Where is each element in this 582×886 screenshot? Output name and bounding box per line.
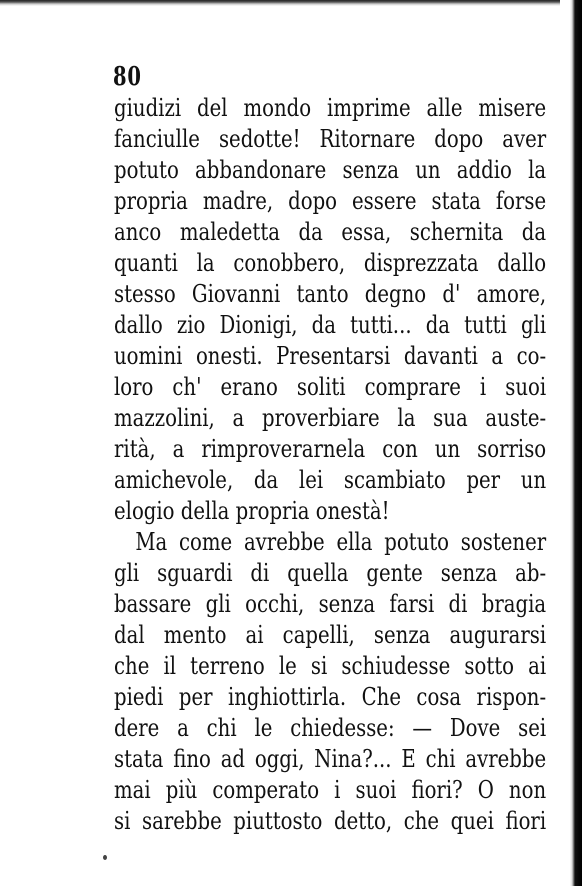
text-line: giudizi del mondo imprime alle misere (114, 94, 547, 122)
text-line: dal mento ai capelli, senza augurarsi (114, 621, 547, 649)
text-line: propria madre, dopo essere stata forse (114, 187, 547, 215)
text-line: dallo zio Dionigi, da tutti... da tutti gli (114, 311, 547, 339)
text-line: rità, a rimproverarnela con un sorriso (114, 435, 547, 463)
text-line: uomini onesti. Presentarsi davanti a co- (114, 342, 547, 370)
text-line: bassare gli occhi, senza farsi di bragia (114, 590, 547, 618)
text-line: mazzolini, a proverbiare la sua auste- (114, 404, 547, 432)
text-line: stata fino ad oggi, Nina?... E chi avrebbe (114, 745, 547, 773)
text-line: piedi per inghiottirla. Che cosa rispon- (114, 683, 547, 711)
top-edge-shadow (0, 0, 560, 6)
ink-speck (103, 855, 107, 860)
text-line: che il terreno le si schiudesse sotto ai (114, 652, 547, 680)
body-text (114, 93, 546, 837)
text-line: fanciulle sedotte! Ritornare dopo aver (114, 125, 547, 153)
text-line: amichevole, da lei scambiato per un (114, 466, 547, 494)
page-binding-edge (570, 0, 582, 886)
text-line: loro ch' erano soliti comprare i suoi (114, 373, 547, 401)
text-line: dere a chi le chiedesse: — Dove sei (114, 714, 547, 742)
text-line: stesso Giovanni tanto degno d' amore, (114, 280, 547, 308)
paragraph-start-line: Ma come avrebbe ella potuto sostener (135, 528, 547, 556)
text-line: quanti la conobbero, disprezzata dallo (114, 249, 547, 277)
text-line: anco maledetta da essa, schernita da (114, 218, 547, 246)
text-line: si sarebbe piuttosto detto, che quei fiori (114, 807, 547, 835)
text-line: potuto abbandonare senza un addio la (114, 156, 547, 184)
paragraph-end-line: elogio della propria onestà! (114, 497, 390, 525)
text-line: mai più comperato i suoi fiori? O non (114, 776, 547, 804)
text-line: gli sguardi di quella gente senza ab- (114, 559, 547, 587)
page-number: 80 (113, 62, 142, 92)
